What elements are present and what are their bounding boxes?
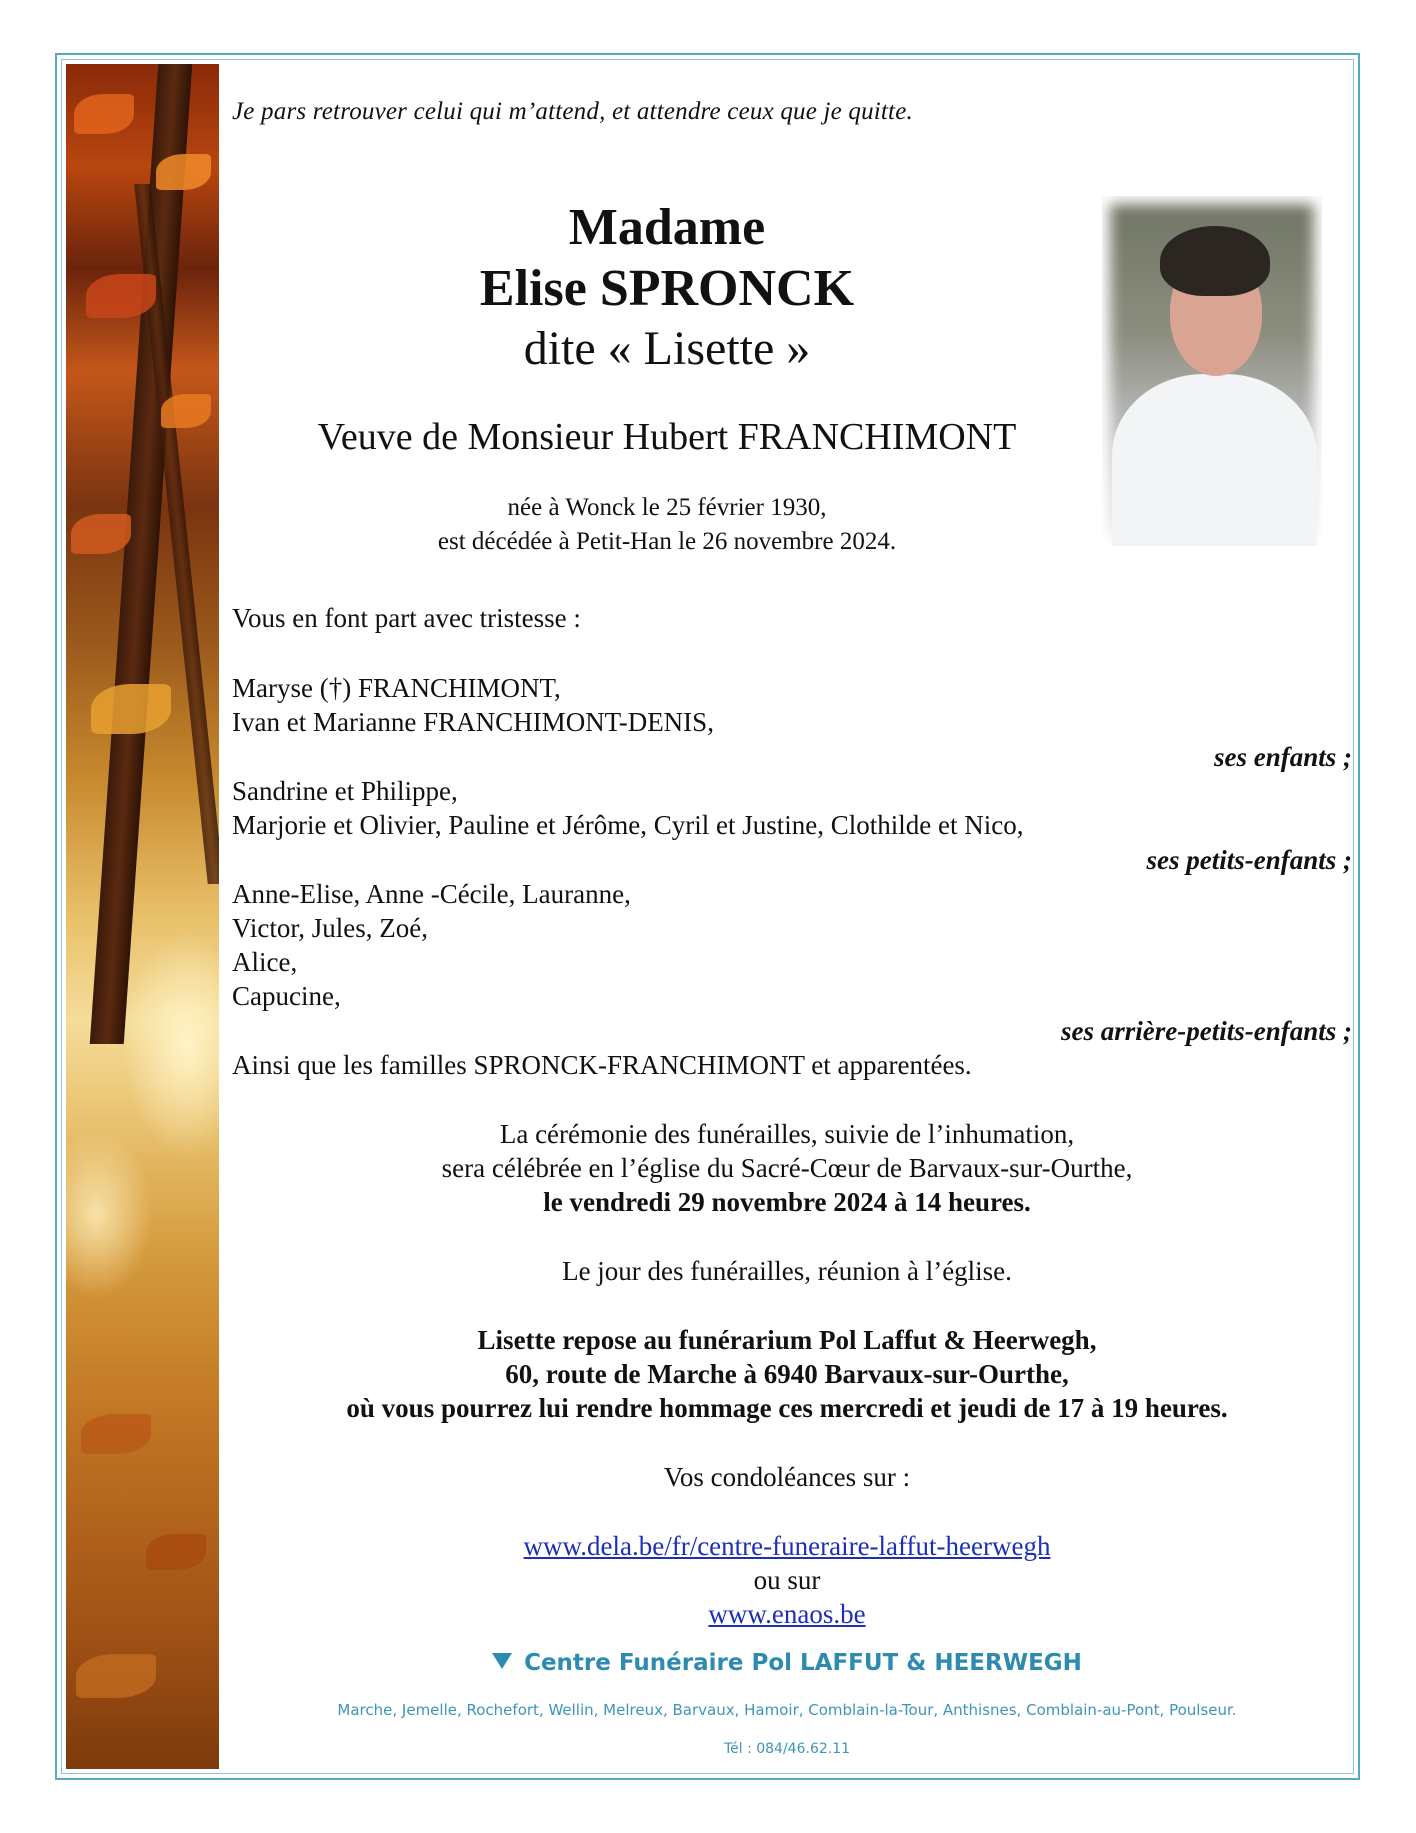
portrait-shirt (1112, 374, 1317, 546)
epigraph-quote: Je pars retrouver celui qui m’attend, et attendre ceux que je quitte. (232, 98, 913, 125)
deceased-name: Elise SPRONCK (479, 260, 855, 317)
family-line: Marjorie et Olivier, Pauline et Jérôme, Cyril et Justine, Clothilde et Nico, (232, 810, 1024, 840)
family-line: Victor, Jules, Zoé, (232, 913, 429, 943)
funerarium-address: 60, route de Marche à 6940 Barvaux-sur-Ourthe, (505, 1359, 1069, 1389)
leaf (161, 394, 211, 428)
family-line: Alice, (232, 947, 298, 977)
condolences-link-dela[interactable]: www.dela.be/fr/centre-funeraire-laffut-heerwegh (523, 1531, 1051, 1561)
family-line: Maryse (†) FRANCHIMONT, (232, 673, 561, 703)
announcement: Vous en font part avec tristesse : (232, 603, 581, 633)
leaf (91, 684, 171, 734)
visitation-hours: où vous pourrez lui rendre hommage ces mercredi et jeudi de 17 à 19 heures. (346, 1393, 1228, 1423)
leaf (81, 1414, 151, 1454)
nickname: dite « Lisette » (523, 322, 811, 375)
or-text: ou sur (753, 1565, 821, 1595)
role-label: ses petits-enfants ; (1146, 845, 1352, 875)
family-line: Sandrine et Philippe, (232, 776, 458, 806)
portrait-photo (1102, 196, 1322, 546)
leaf (156, 154, 211, 190)
condolences-link-enaos[interactable]: www.enaos.be (708, 1599, 866, 1629)
role-label: ses arrière-petits-enfants ; (1061, 1016, 1352, 1046)
other-families: Ainsi que les familles SPRONCK-FRANCHIMONT et apparentées. (232, 1050, 972, 1080)
meeting-info: Le jour des funérailles, réunion à l’église. (562, 1256, 1012, 1286)
funeral-home-phone: Tél : 084/46.62.11 (723, 1741, 851, 1757)
leaf (76, 1654, 156, 1698)
funeral-home-name: Centre Funéraire Pol LAFFUT & HEERWEGH (524, 1650, 1082, 1676)
autumn-forest-image (66, 64, 219, 1769)
funeral-home-logo (232, 1650, 1342, 1676)
condolences-label: Vos condoléances sur : (663, 1462, 911, 1492)
leaf (74, 94, 134, 134)
triangle-down-icon (492, 1653, 512, 1669)
funerarium-line: Lisette repose au funérarium Pol Laffut & Heerwegh, (477, 1325, 1097, 1355)
leaf (86, 274, 156, 318)
ceremony-line: sera célébrée en l’église du Sacré-Cœur de Barvaux-sur-Ourthe, (441, 1153, 1133, 1183)
leaf (71, 514, 131, 554)
spouse-line: Veuve de Monsieur Hubert FRANCHIMONT (317, 416, 1017, 458)
family-line: Anne-Elise, Anne -Cécile, Lauranne, (232, 879, 631, 909)
ceremony-date: le vendredi 29 novembre 2024 à 14 heures. (543, 1187, 1031, 1217)
honorific: Madame (568, 199, 766, 256)
family-line: Capucine, (232, 981, 341, 1011)
portrait-hair (1160, 226, 1270, 296)
birth-line: née à Wonck le 25 février 1930, (507, 494, 827, 521)
death-line: est décédée à Petit-Han le 26 novembre 2024. (437, 528, 897, 555)
leaf (146, 1534, 206, 1570)
role-label: ses enfants ; (1213, 742, 1352, 772)
funeral-home-towns: Marche, Jemelle, Rochefort, Wellin, Melreux, Barvaux, Hamoir, Comblain-la-Tour, Anthisnes, Comblain-au-Pont, Poulseur. (337, 1701, 1237, 1719)
family-line: Ivan et Marianne FRANCHIMONT-DENIS, (232, 707, 714, 737)
ceremony-line: La cérémonie des funérailles, suivie de l’inhumation, (499, 1119, 1075, 1149)
